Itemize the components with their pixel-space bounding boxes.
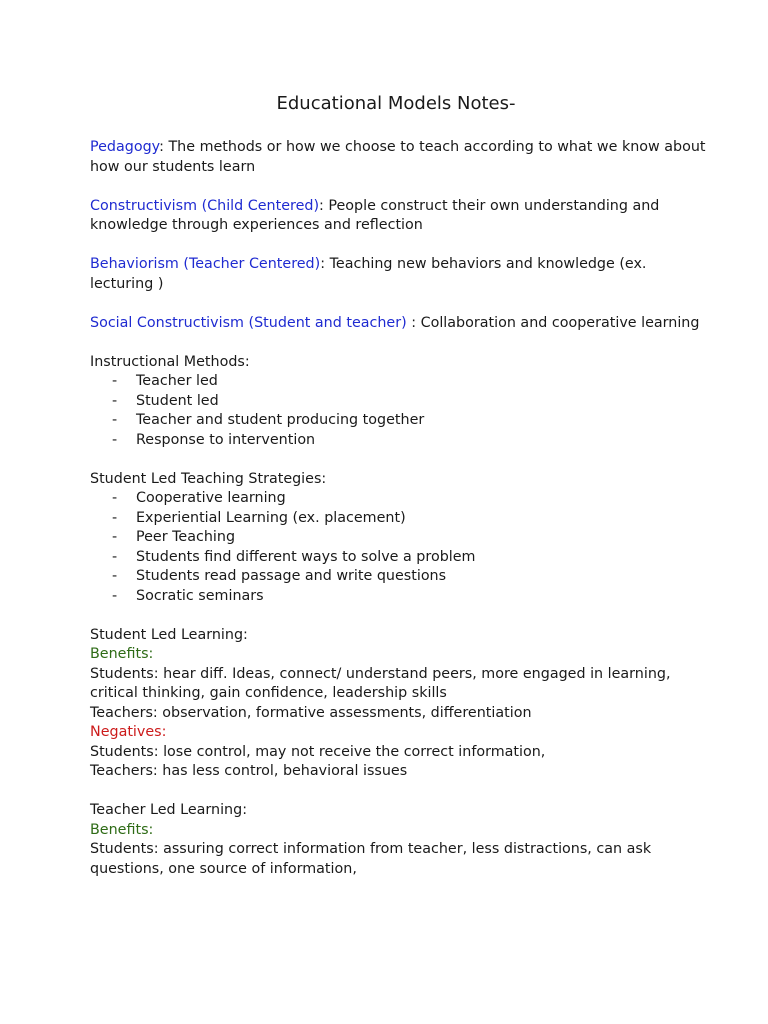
definition-separator: : bbox=[159, 139, 169, 155]
list-item: - Students read passage and write questions bbox=[90, 567, 708, 587]
list-item: - Students find different ways to solve a problem bbox=[90, 548, 708, 568]
section-heading: Student Led Learning: bbox=[90, 626, 248, 643]
list-item: - Peer Teaching bbox=[90, 528, 708, 548]
definition-text: People construct their own understanding and knowledge through experiences and reflection bbox=[90, 197, 660, 233]
strategies-section bbox=[90, 470, 708, 607]
negatives-teachers: Teachers: has less control, behavioral issues bbox=[90, 763, 408, 779]
benefits-label: Benefits: bbox=[90, 821, 154, 838]
page-title: Educational Models Notes- bbox=[276, 93, 516, 114]
definition-text: The methods or how we choose to teach according to what we know about how our students learn bbox=[90, 139, 706, 175]
definition-term: Social Constructivism (Student and teacher) bbox=[90, 314, 407, 331]
definition-separator: : bbox=[320, 256, 330, 272]
list-item: - Teacher led bbox=[90, 372, 708, 392]
definition-pedagogy bbox=[90, 138, 708, 177]
list-item: - Response to intervention bbox=[90, 431, 708, 451]
instructional-methods-list bbox=[90, 372, 708, 450]
definition-behaviorism bbox=[90, 255, 708, 294]
definition-term: Constructivism (Child Centered) bbox=[90, 197, 320, 214]
definition-separator: : bbox=[319, 197, 329, 214]
benefits-students: Students: hear diff. Ideas, connect/ understand peers, more engaged in learning, critical thinking, gain confidence, leadership skills bbox=[90, 665, 671, 701]
teacher-led-section bbox=[90, 801, 708, 879]
definition-term: Behaviorism (Teacher Centered) bbox=[90, 256, 321, 272]
definition-text: Collaboration and cooperative learning bbox=[420, 314, 700, 331]
section-heading: Teacher Led Learning: bbox=[90, 802, 248, 818]
negatives-students: Students: lose control, may not receive the correct information, bbox=[90, 743, 546, 760]
list-item: - Student led bbox=[90, 392, 708, 412]
list-item: - Teacher and student producing together bbox=[90, 411, 708, 431]
definition-text: Teaching new behaviors and knowledge (ex. lecturing ) bbox=[90, 256, 647, 292]
definition-social-constructivism bbox=[90, 314, 708, 334]
definition-term: Pedagogy bbox=[90, 139, 160, 155]
definition-constructivism bbox=[90, 197, 708, 236]
instructional-methods-section bbox=[90, 353, 708, 451]
list-item: - Cooperative learning bbox=[90, 489, 708, 509]
strategies-list bbox=[90, 489, 708, 606]
student-led-section bbox=[90, 626, 708, 782]
definition-separator: : bbox=[406, 314, 421, 331]
negatives-label: Negatives: bbox=[90, 724, 167, 740]
benefits-students: Students: assuring correct information from teacher, less distractions, can ask questions, one source of information, bbox=[90, 841, 652, 877]
benefits-teachers: Teachers: observation, formative assessments, differentiation bbox=[90, 704, 532, 721]
section-heading: Instructional Methods: bbox=[90, 353, 250, 370]
list-item: - Experiential Learning (ex. placement) bbox=[90, 509, 708, 529]
benefits-label: Benefits: bbox=[90, 646, 154, 662]
list-item: - Socratic seminars bbox=[90, 587, 708, 607]
section-heading: Student Led Teaching Strategies: bbox=[90, 470, 327, 487]
